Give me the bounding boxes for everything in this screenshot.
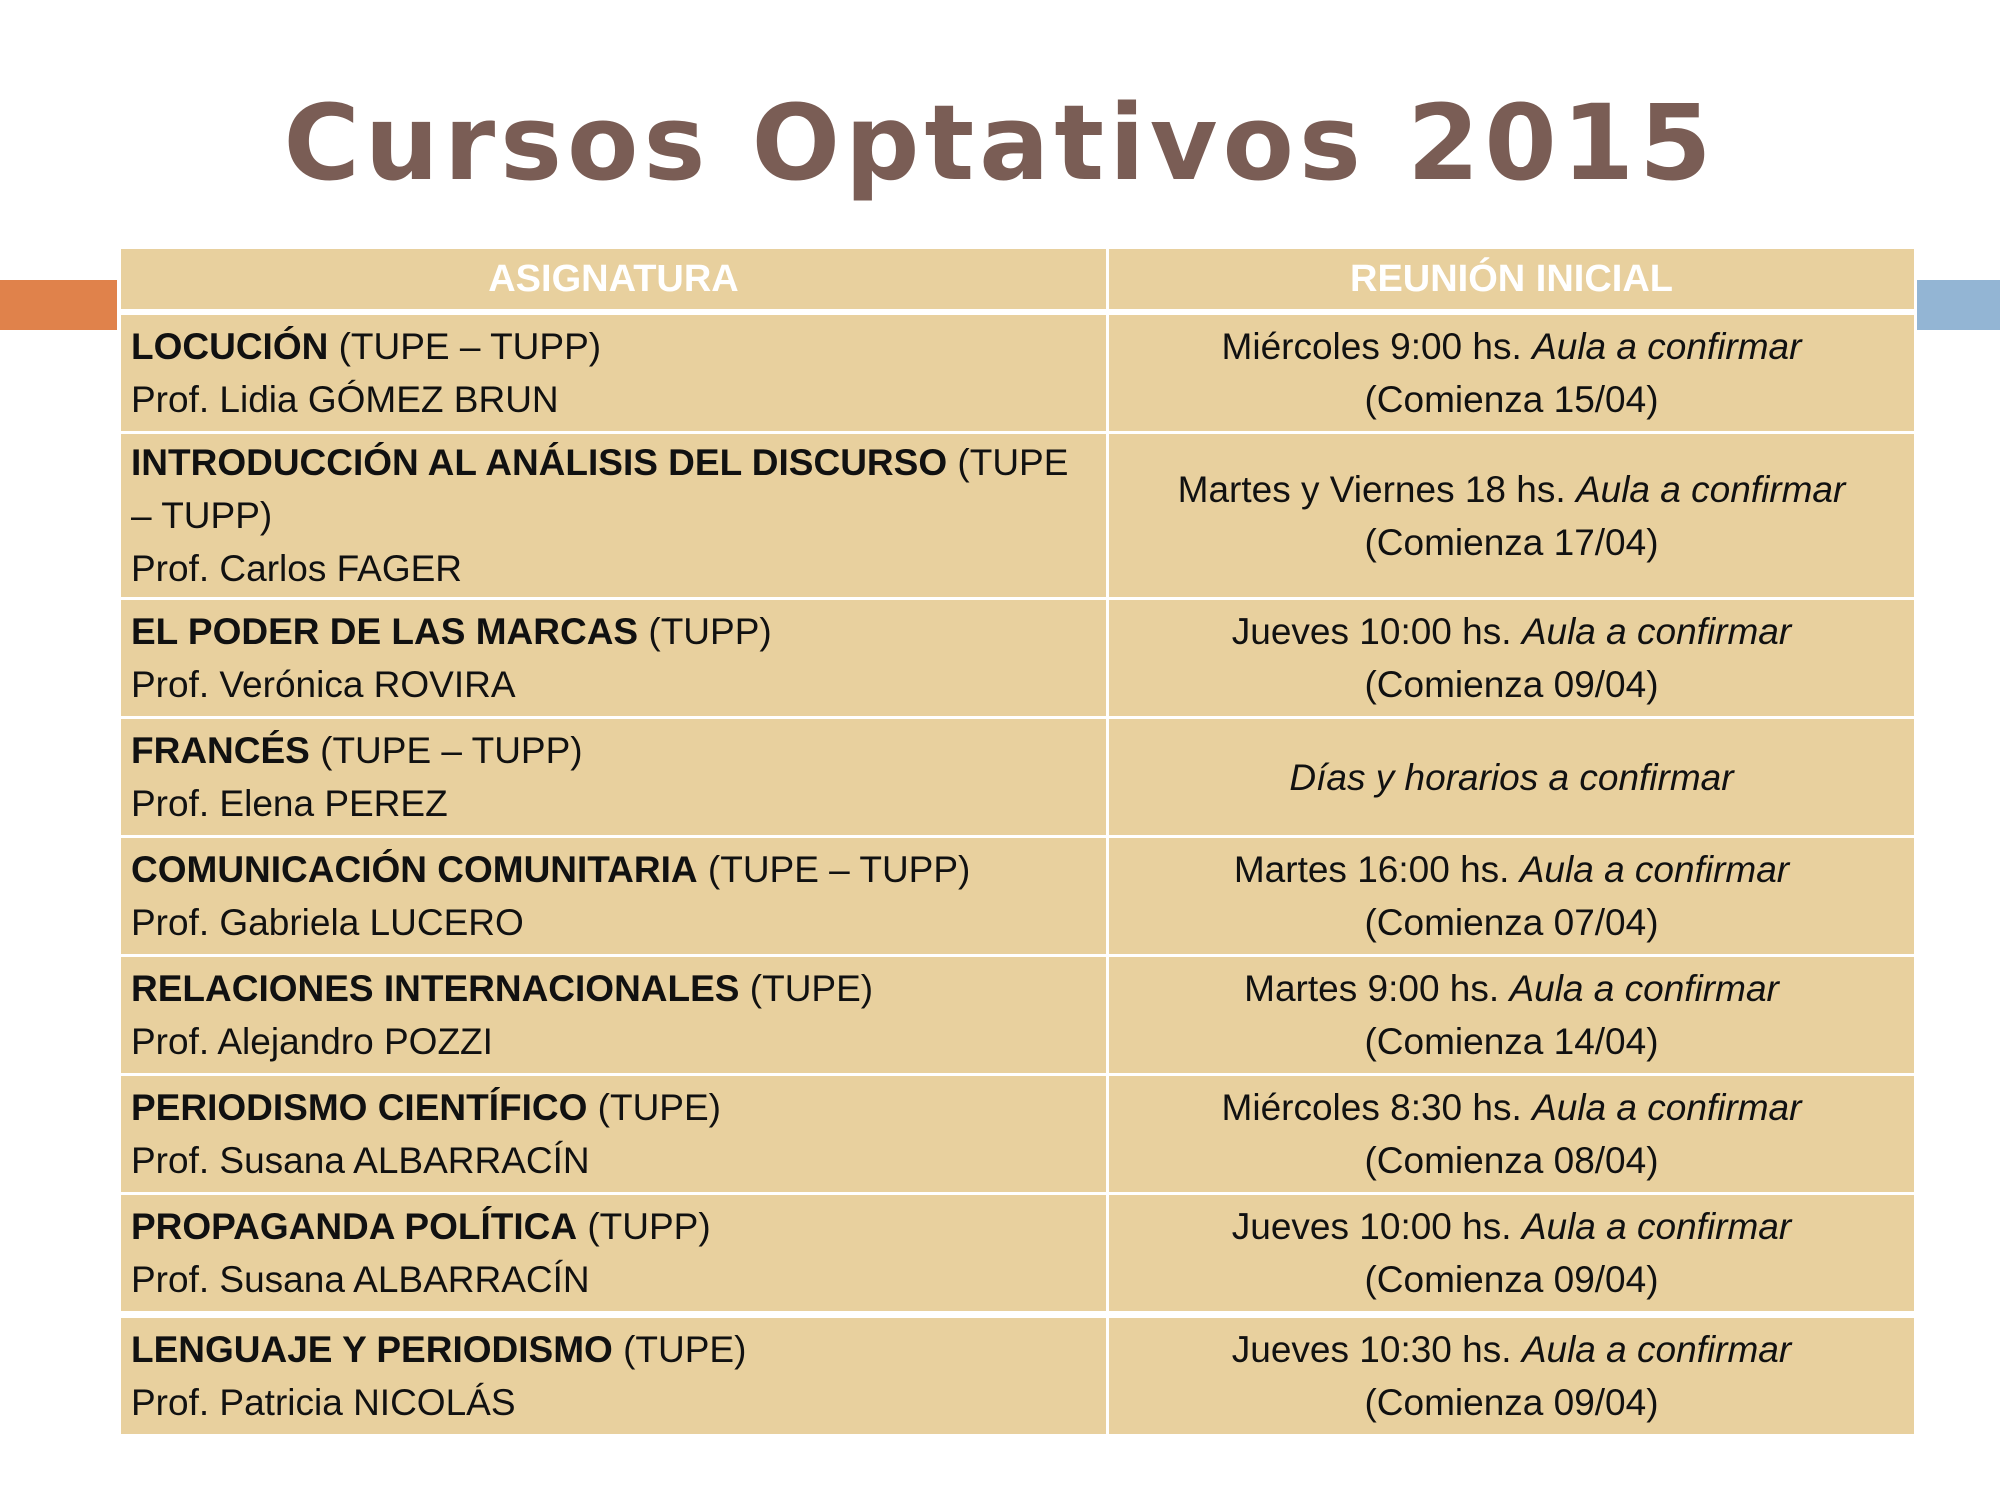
course-professor: Prof. Patricia NICOLÁS bbox=[131, 1382, 516, 1423]
meeting-cell bbox=[1108, 837, 1916, 956]
meeting-schedule-note: Días y horarios a confirmar bbox=[1289, 756, 1734, 798]
meeting-schedule: Martes 9:00 hs. bbox=[1244, 968, 1500, 1009]
course-career: (TUPE – TUPP) bbox=[320, 730, 583, 771]
course-professor: Prof. Elena PEREZ bbox=[131, 783, 448, 824]
meeting-room: Aula a confirmar bbox=[1521, 1206, 1792, 1247]
subject-cell bbox=[120, 956, 1108, 1075]
meeting-room: Aula a confirmar bbox=[1521, 1329, 1792, 1370]
meeting-schedule: Jueves 10:30 hs. bbox=[1231, 1329, 1512, 1370]
subject-cell bbox=[120, 1075, 1108, 1194]
meeting-start: (Comienza 17/04) bbox=[1364, 521, 1659, 563]
meeting-room: Aula a confirmar bbox=[1575, 468, 1846, 510]
subject-cell bbox=[120, 433, 1108, 599]
meeting-cell bbox=[1108, 1075, 1916, 1194]
course-career: (TUPE) bbox=[749, 968, 874, 1009]
table-row bbox=[120, 1194, 1916, 1315]
meeting-cell bbox=[1108, 1315, 1916, 1436]
subject-cell bbox=[120, 718, 1108, 837]
table-row bbox=[120, 837, 1916, 956]
table-row bbox=[120, 1075, 1916, 1194]
meeting-schedule: Jueves 10:00 hs. bbox=[1231, 1206, 1512, 1247]
course-professor: Prof. Susana ALBARRACÍN bbox=[131, 1140, 590, 1181]
course-professor: Prof. Verónica ROVIRA bbox=[131, 664, 516, 705]
course-name: RELACIONES INTERNACIONALES bbox=[131, 968, 740, 1009]
course-professor: Prof. Alejandro POZZI bbox=[131, 1021, 493, 1062]
courses-table bbox=[118, 246, 1917, 1437]
meeting-room: Aula a confirmar bbox=[1509, 968, 1779, 1009]
meeting-start: (Comienza 09/04) bbox=[1364, 1382, 1659, 1423]
course-name: EL PODER DE LAS MARCAS bbox=[131, 611, 639, 652]
subject-cell bbox=[120, 312, 1108, 433]
table-row bbox=[120, 433, 1916, 599]
course-professor: Prof. Susana ALBARRACÍN bbox=[131, 1259, 590, 1300]
course-career: (TUPE) bbox=[623, 1329, 747, 1370]
course-career: (TUPE) bbox=[597, 1087, 721, 1128]
course-name: INTRODUCCIÓN AL ANÁLISIS DEL DISCURSO bbox=[131, 442, 948, 483]
meeting-room: Aula a confirmar bbox=[1521, 611, 1792, 652]
meeting-cell bbox=[1108, 956, 1916, 1075]
meeting-room: Aula a confirmar bbox=[1532, 326, 1802, 367]
course-name: COMUNICACIÓN COMUNITARIA bbox=[131, 849, 698, 890]
meeting-schedule: Miércoles 8:30 hs. bbox=[1221, 1087, 1522, 1128]
header-asignatura: ASIGNATURA bbox=[120, 248, 1108, 313]
meeting-cell bbox=[1108, 312, 1916, 433]
course-career: (TUPE – TUPP) bbox=[131, 442, 1069, 536]
course-career: (TUPP) bbox=[587, 1206, 711, 1247]
course-name: LOCUCIÓN bbox=[131, 326, 329, 367]
header-reunion-inicial: REUNIÓN INICIAL bbox=[1108, 248, 1916, 313]
course-professor: Prof. Carlos FAGER bbox=[131, 548, 463, 589]
meeting-start: (Comienza 14/04) bbox=[1364, 1021, 1659, 1062]
table-row bbox=[120, 956, 1916, 1075]
table-header-row bbox=[120, 248, 1916, 313]
meeting-cell bbox=[1108, 599, 1916, 718]
meeting-start: (Comienza 08/04) bbox=[1364, 1140, 1659, 1181]
course-career: (TUPE – TUPP) bbox=[707, 849, 971, 890]
meeting-start: (Comienza 07/04) bbox=[1364, 902, 1659, 943]
subject-cell bbox=[120, 599, 1108, 718]
course-career: (TUPP) bbox=[648, 611, 772, 652]
meeting-cell bbox=[1108, 1194, 1916, 1315]
accent-bar-right bbox=[1917, 280, 2000, 330]
meeting-start: (Comienza 15/04) bbox=[1364, 379, 1659, 420]
meeting-start: (Comienza 09/04) bbox=[1364, 1259, 1659, 1300]
course-career: (TUPE – TUPP) bbox=[338, 326, 602, 367]
subject-cell bbox=[120, 1315, 1108, 1436]
meeting-start: (Comienza 09/04) bbox=[1364, 664, 1659, 705]
course-name: LENGUAJE Y PERIODISMO bbox=[131, 1329, 613, 1370]
subject-cell bbox=[120, 837, 1108, 956]
meeting-cell bbox=[1108, 718, 1916, 837]
subject-cell bbox=[120, 1194, 1108, 1315]
table-row bbox=[120, 312, 1916, 433]
meeting-room: Aula a confirmar bbox=[1519, 849, 1790, 890]
meeting-cell bbox=[1108, 433, 1916, 599]
meeting-schedule: Jueves 10:00 hs. bbox=[1231, 611, 1512, 652]
meeting-schedule: Martes y Viernes 18 hs. bbox=[1177, 468, 1566, 510]
page-title: Cursos Optativos 2015 bbox=[283, 82, 1717, 204]
course-professor: Prof. Lidia GÓMEZ BRUN bbox=[131, 379, 559, 420]
table-row bbox=[120, 599, 1916, 718]
meeting-schedule: Miércoles 9:00 hs. bbox=[1221, 326, 1522, 367]
meeting-room: Aula a confirmar bbox=[1532, 1087, 1802, 1128]
table-row bbox=[120, 1315, 1916, 1436]
table-row bbox=[120, 718, 1916, 837]
course-name: PERIODISMO CIENTÍFICO bbox=[131, 1087, 588, 1128]
accent-bar-left bbox=[0, 280, 117, 330]
course-professor: Prof. Gabriela LUCERO bbox=[131, 902, 524, 943]
course-name: PROPAGANDA POLÍTICA bbox=[131, 1206, 578, 1247]
meeting-schedule: Martes 16:00 hs. bbox=[1233, 849, 1510, 890]
course-name: FRANCÉS bbox=[131, 730, 310, 771]
